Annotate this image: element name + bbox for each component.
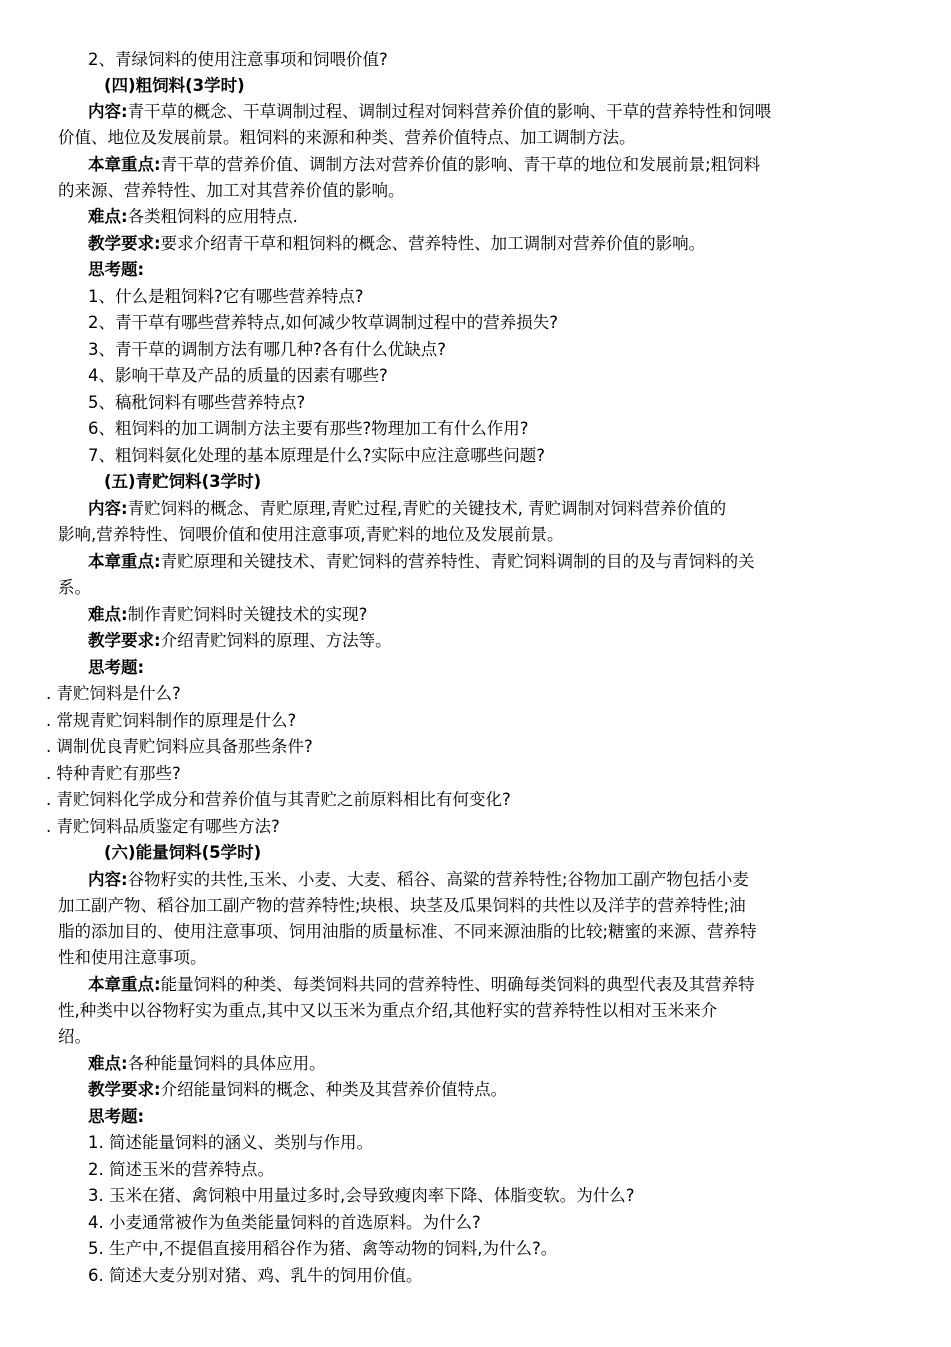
energy-difficulty [88, 1052, 326, 1076]
difficulty-text: 各类粗饲料的应用特点. [127, 207, 298, 226]
requirement-label: 教学要求: [88, 1080, 161, 1099]
requirement-text: 要求介绍青干草和粗饲料的概念、营养特性、加工调制对营养价值的影响。 [160, 234, 706, 253]
silage-questions-label: 思考题: [88, 658, 145, 677]
requirement-text: 介绍能量饲料的概念、种类及其营养价值特点。 [160, 1080, 508, 1099]
key-text: 青贮原理和关键技术、青贮饲料的营养特性、青贮饲料调制的目的及与青饲料的关 [160, 552, 755, 571]
energy-content-line-4: 性和使用注意事项。 [58, 948, 207, 967]
silage-question: . 青贮饲料化学成分和营养价值与其青贮之前原料相比有何变化? [46, 790, 511, 809]
roughage-requirement [88, 232, 705, 256]
silage-question: . 特种青贮有那些? [46, 764, 181, 783]
energy-key-line-2: 性,种类中以谷物籽实为重点,其中又以玉米为重点介绍,其他籽实的营养特性以相对玉米来介 [58, 1001, 718, 1020]
difficulty-text: 制作青贮饲料时关键技术的实现? [127, 605, 368, 624]
energy-key-line-3: 绍。 [58, 1027, 91, 1046]
silage-difficulty [88, 603, 367, 627]
silage-content-line-2: 影响,营养特性、饲喂价值和使用注意事项,青贮料的地位及发展前景。 [58, 525, 564, 544]
roughage-question: 7、粗饲料氨化处理的基本原理是什么?实际中应注意哪些问题? [88, 446, 546, 465]
energy-requirement [88, 1078, 507, 1102]
energy-question: 2. 简述玉米的营养特点。 [88, 1160, 274, 1179]
energy-question: 1. 简述能量饲料的涵义、类别与作用。 [88, 1133, 373, 1152]
key-text: 能量饲料的种类、每类饲料共同的营养特性、明确每类饲料的典型代表及其营养特 [160, 975, 755, 994]
silage-content-line-1 [88, 497, 726, 521]
silage-question: . 青贮饲料品质鉴定有哪些方法? [46, 817, 280, 836]
content-label: 内容: [88, 499, 128, 518]
energy-question: 3. 玉米在猪、禽饲粮中用量过多时,会导致瘦肉率下降、体脂变软。为什么? [88, 1186, 635, 1205]
content-text: 青干草的概念、干草调制过程、调制过程对饲料营养价值的影响、干草的营养特性和饲喂 [127, 102, 772, 121]
difficulty-label: 难点: [88, 1054, 128, 1073]
silage-key-line-1 [88, 550, 755, 574]
difficulty-label: 难点: [88, 605, 128, 624]
silage-question: . 青贮饲料是什么? [46, 684, 181, 703]
energy-content-line-1 [88, 868, 749, 892]
roughage-question: 2、青干草有哪些营养特点,如何减少牧草调制过程中的营养损失? [88, 313, 559, 332]
green-feed-question-2: 2、青绿饲料的使用注意事项和饲喂价值? [88, 50, 388, 69]
key-label: 本章重点: [88, 552, 161, 571]
content-text: 谷物籽实的共性,玉米、小麦、大麦、稻谷、高粱的营养特性;谷物加工副产物包括小麦 [127, 870, 749, 889]
section-heading-roughage: (四)粗饲料(3学时) [104, 76, 245, 95]
silage-question: . 调制优良青贮饲料应具备那些条件? [46, 737, 313, 756]
key-text: 青干草的营养价值、调制方法对营养价值的影响、青干草的地位和发展前景;粗饲料 [160, 155, 761, 174]
roughage-key-line-1 [88, 153, 760, 177]
silage-key-line-2: 系。 [58, 578, 91, 597]
requirement-label: 教学要求: [88, 234, 161, 253]
roughage-content-line-1 [88, 100, 771, 124]
energy-key-line-1 [88, 973, 755, 997]
roughage-question: 4、影响干草及产品的质量的因素有哪些? [88, 366, 388, 385]
roughage-question: 1、什么是粗饲料?它有哪些营养特点? [88, 287, 364, 306]
roughage-question: 3、青干草的调制方法有哪几种?各有什么优缺点? [88, 340, 447, 359]
roughage-question: 6、粗饲料的加工调制方法主要有那些?物理加工有什么作用? [88, 419, 529, 438]
content-label: 内容: [88, 870, 128, 889]
roughage-question: 5、稿秕饲料有哪些营养特点? [88, 393, 306, 412]
content-label: 内容: [88, 102, 128, 121]
roughage-difficulty [88, 205, 298, 229]
section-heading-energy-feed: (六)能量饲料(5学时) [104, 843, 262, 862]
difficulty-label: 难点: [88, 207, 128, 226]
key-label: 本章重点: [88, 975, 161, 994]
content-text: 青贮饲料的概念、青贮原理,青贮过程,青贮的关键技术, 青贮调制对饲料营养价值的 [127, 499, 727, 518]
requirement-label: 教学要求: [88, 631, 161, 650]
section-heading-silage: (五)青贮饲料(3学时) [104, 472, 262, 491]
energy-question: 6. 简述大麦分别对猪、鸡、乳牛的饲用价值。 [88, 1266, 423, 1285]
roughage-questions-label: 思考题: [88, 260, 145, 279]
roughage-key-line-2: 的来源、营养特性、加工对其营养价值的影响。 [58, 181, 405, 200]
silage-question: . 常规青贮饲料制作的原理是什么? [46, 711, 297, 730]
silage-requirement [88, 629, 392, 653]
difficulty-text: 各种能量饲料的具体应用。 [127, 1054, 326, 1073]
energy-content-line-2: 加工副产物、稻谷加工副产物的营养特性;块根、块茎及瓜果饲料的共性以及洋芋的营养特性;油 [58, 896, 746, 915]
key-label: 本章重点: [88, 155, 161, 174]
energy-question: 5. 生产中,不提倡直接用稻谷作为猪、禽等动物的饲料,为什么?。 [88, 1239, 558, 1258]
energy-question: 4. 小麦通常被作为鱼类能量饲料的首选原料。为什么? [88, 1213, 481, 1232]
roughage-content-line-2: 价值、地位及发展前景。粗饲料的来源和种类、营养价值特点、加工调制方法。 [58, 128, 636, 147]
requirement-text: 介绍青贮饲料的原理、方法等。 [160, 631, 392, 650]
energy-questions-label: 思考题: [88, 1107, 145, 1126]
energy-content-line-3: 脂的添加目的、使用注意事项、饲用油脂的质量标准、不同来源油脂的比较;糖蜜的来源、营养特 [58, 922, 757, 941]
